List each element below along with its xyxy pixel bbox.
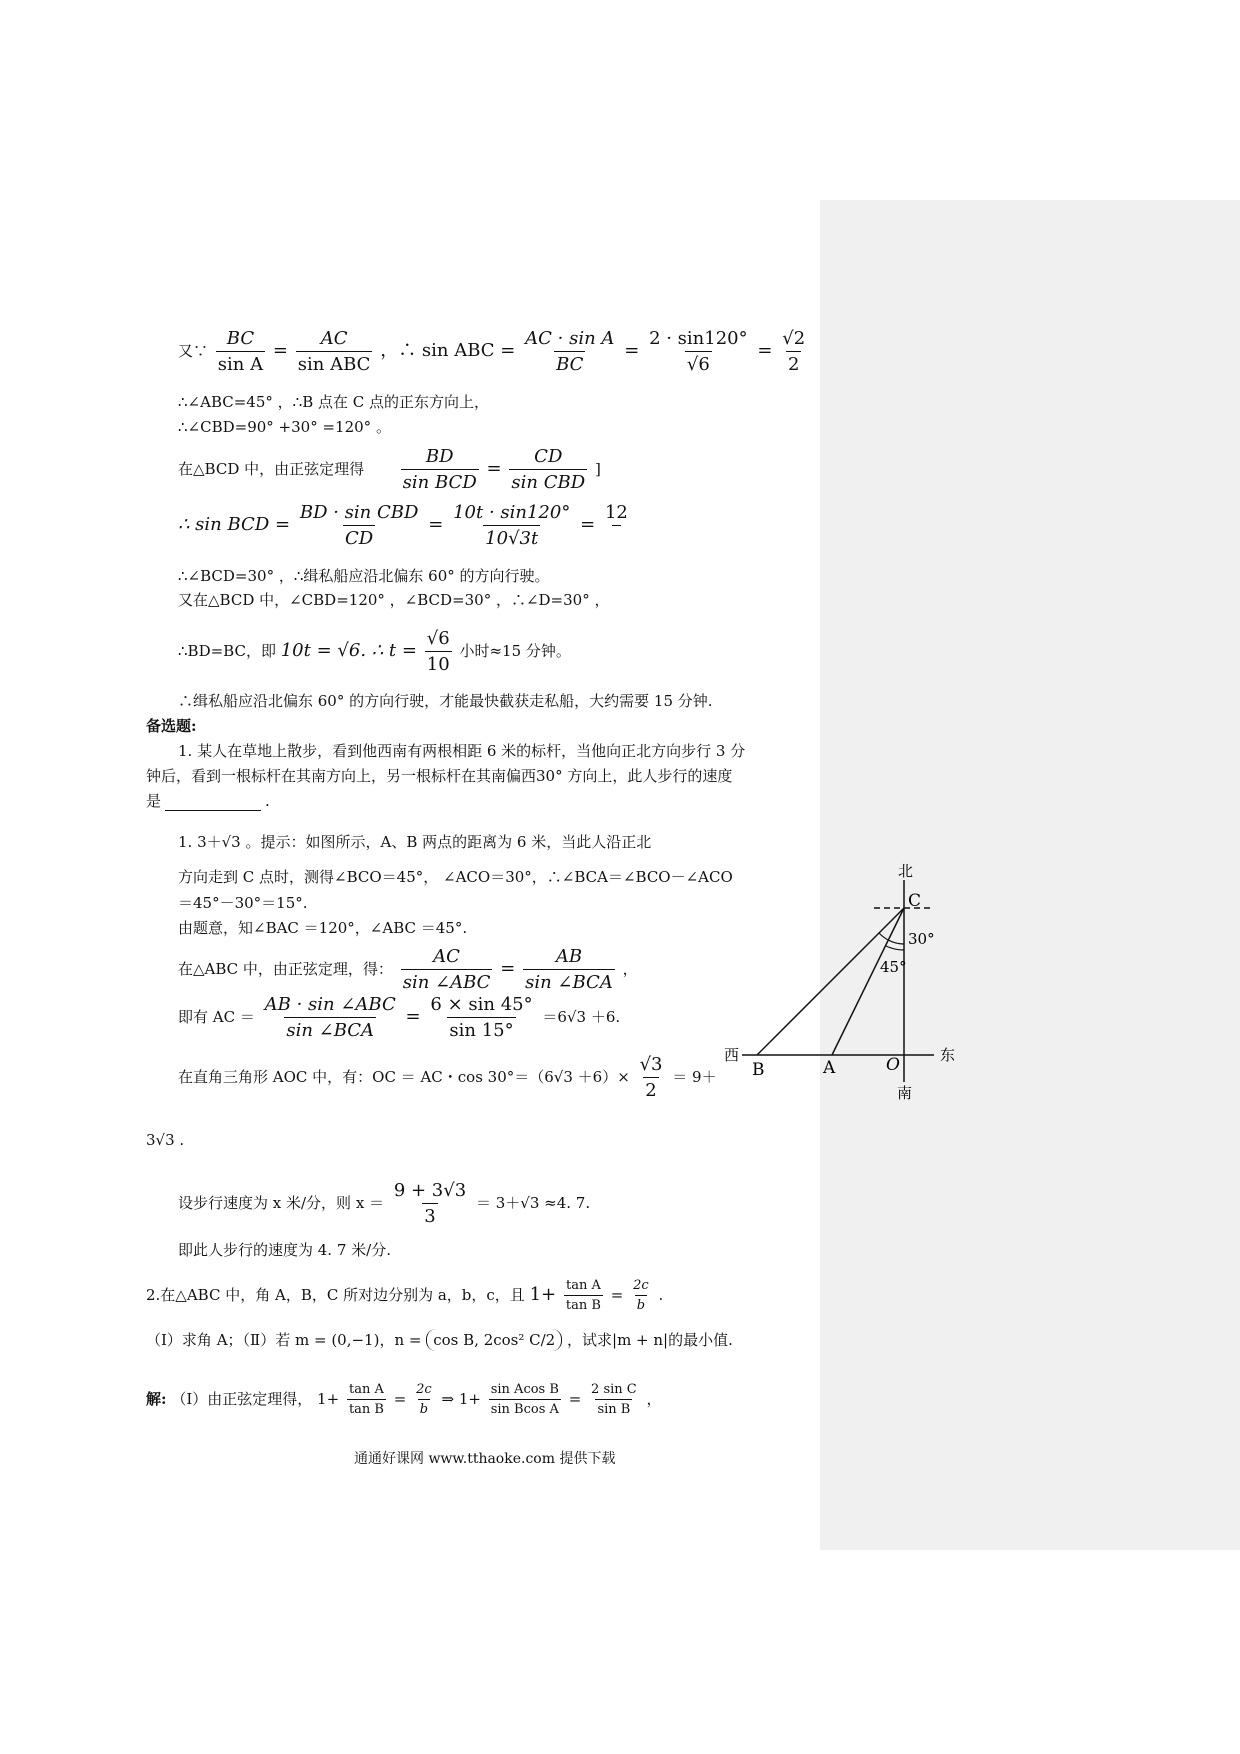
page-footer: 通通好课网 www.tthaoke.com 提供下载 — [354, 1451, 616, 1467]
solution-2-start: 解: （Ⅰ）由正弦定理得， 1+ $\frac{\text{tan A}}{\text{tan B}}$ = $\frac{2c}{b}$ ⇒ 1+ $\frac{\text{sin Acos B}}{\text{sin Bcos A}}$ = $\frac{\text{2 sin C}}{\text{sin B}}$ ， — [146, 1382, 662, 1417]
equation-law-of-sines-bcd: 在△BCD 中，由正弦定理得 $\frac{BD}{\text{sin BCD}}$ = $\frac{CD}{\text{sin CBD}}$ ] — [178, 446, 601, 493]
point-b-label: B — [752, 1060, 765, 1080]
point-a-label: A — [823, 1058, 836, 1078]
solution-1-line-3: ＝45°－30°＝15°. — [178, 894, 308, 912]
section-heading-extra-problems: 备选题: — [146, 717, 197, 735]
text-line-bcd-30: ∴∠BCD=30° ，∴缉私船应沿北偏东 60° 的方向行驶。 — [178, 567, 550, 585]
problem-1-line-1: 1. 某人在草地上散步，看到他西南有两根相距 6 米的标杆，当他向正北方向步行 3 分 — [178, 742, 746, 760]
text-line-conclusion: ∴缉私船应沿北偏东 60° 的方向行驶，才能最快截获走私船，大约需要 15 分钟. — [178, 692, 713, 710]
equation-ac-value: 即有 AC ＝ $\frac{\text{AB · sin ∠ABC}}{\text{sin ∠BCA}}$ = $\frac{6 \times \sin 45^\circ}{\sin 15^\circ}$ ＝6√3 ＋6. — [178, 994, 621, 1041]
equation-law-of-sines-abc: 在△ABC 中，由正弦定理，得： $\frac{AC}{\text{sin ∠ABC}}$ = $\frac{AB}{\text{sin ∠BCA}}$ ， — [178, 946, 638, 993]
angle-30-label: 30° — [908, 930, 935, 948]
problem-1-line-2: 钟后，看到一根标杆在其南方向上，另一根标杆在其南偏西30° 方向上，此人步行的速度 — [146, 767, 733, 785]
angle-45-label: 45° — [880, 958, 907, 976]
problem-2-statement: 2.在△ABC 中，角 A，B，C 所对边分别为 a，b，c，且 1+ $\frac{\text{tan A}}{\text{tan B}}$ = $\frac{2c}{b}$ . — [146, 1278, 664, 1313]
point-c-label: C — [908, 891, 922, 911]
problem-2-questions: （Ⅰ）求角 A；（Ⅱ）若 m = (0,−1)，n = cos B, 2cos² C/2 ，试求|m + n|的最小值. — [146, 1331, 733, 1349]
solution-1-line-2: 方向走到 C 点时，测得∠BCO＝45°， ∠ACO＝30°，∴∠BCA＝∠BCO－∠ACO — [178, 868, 733, 886]
north-label: 北 — [898, 862, 914, 880]
equation-time: ∴BD=BC，即 10t = √6. ∴ t = $\frac{√6}{10}$ 小时≈15 分钟。 — [178, 628, 571, 675]
point-o-label: O — [886, 1055, 900, 1075]
solution-1-line-1: 1. 3＋√3 。提示：如图所示，A、B 两点的距离为 6 米，当此人沿正北 — [178, 833, 652, 851]
equation-sin-bcd: ∴ sin BCD = $\frac{\text{BD · sin CBD}}{CD}$ = $\frac{10t \cdot \sin 120^\circ}{10√3t}$ = 12 — [178, 502, 628, 549]
south-label: 南 — [897, 1084, 913, 1102]
text-line-d-30: 又在△BCD 中，∠CBD=120° ，∠BCD=30° ，∴∠D=30° ， — [178, 591, 610, 609]
segment-ca — [832, 908, 904, 1055]
solution-1-answer: 即此人步行的速度为 4. 7 米/分. — [178, 1241, 391, 1259]
angle-30-arc — [886, 946, 904, 950]
equation-oc-continued: 3√3 . — [146, 1131, 185, 1149]
equation-oc-value: 在直角三角形 AOC 中，有：OC ＝ AC・cos 30°＝（6√3 ＋6）× $\frac{√3}{2}$ ＝ 9＋ — [178, 1054, 717, 1101]
east-label: 东 — [940, 1046, 956, 1064]
segment-cb — [757, 908, 904, 1055]
equation-speed: 设步行速度为 x 米/分，则 x ＝ $\frac{9 + 3√3}{3}$ ＝ 3＋√3 ≈4. 7. — [178, 1180, 591, 1227]
equation-sin-abc: 又∵ $\frac{BC}{\text{sin A}}$ = $\frac{AC}{\text{sin ABC}}$ ，∴ sin ABC = $\frac{\text{AC · sin A}}{BC}$ = $\frac{2 \cdot \sin 120^\circ}{√6}$ = $\frac{√2}{2}$ — [178, 328, 806, 375]
problem-1-line-3: 是 . — [146, 792, 270, 810]
solution-1-line-4: 由题意，知∠BAC ＝120°，∠ABC ＝45°. — [178, 919, 468, 937]
west-label: 西 — [724, 1046, 740, 1064]
text-line-abc-45: ∴∠ABC=45° ，∴B 点在 C 点的正东方向上， — [178, 393, 489, 411]
text-line-cbd-120: ∴∠CBD=90° +30° =120° 。 — [178, 418, 391, 436]
